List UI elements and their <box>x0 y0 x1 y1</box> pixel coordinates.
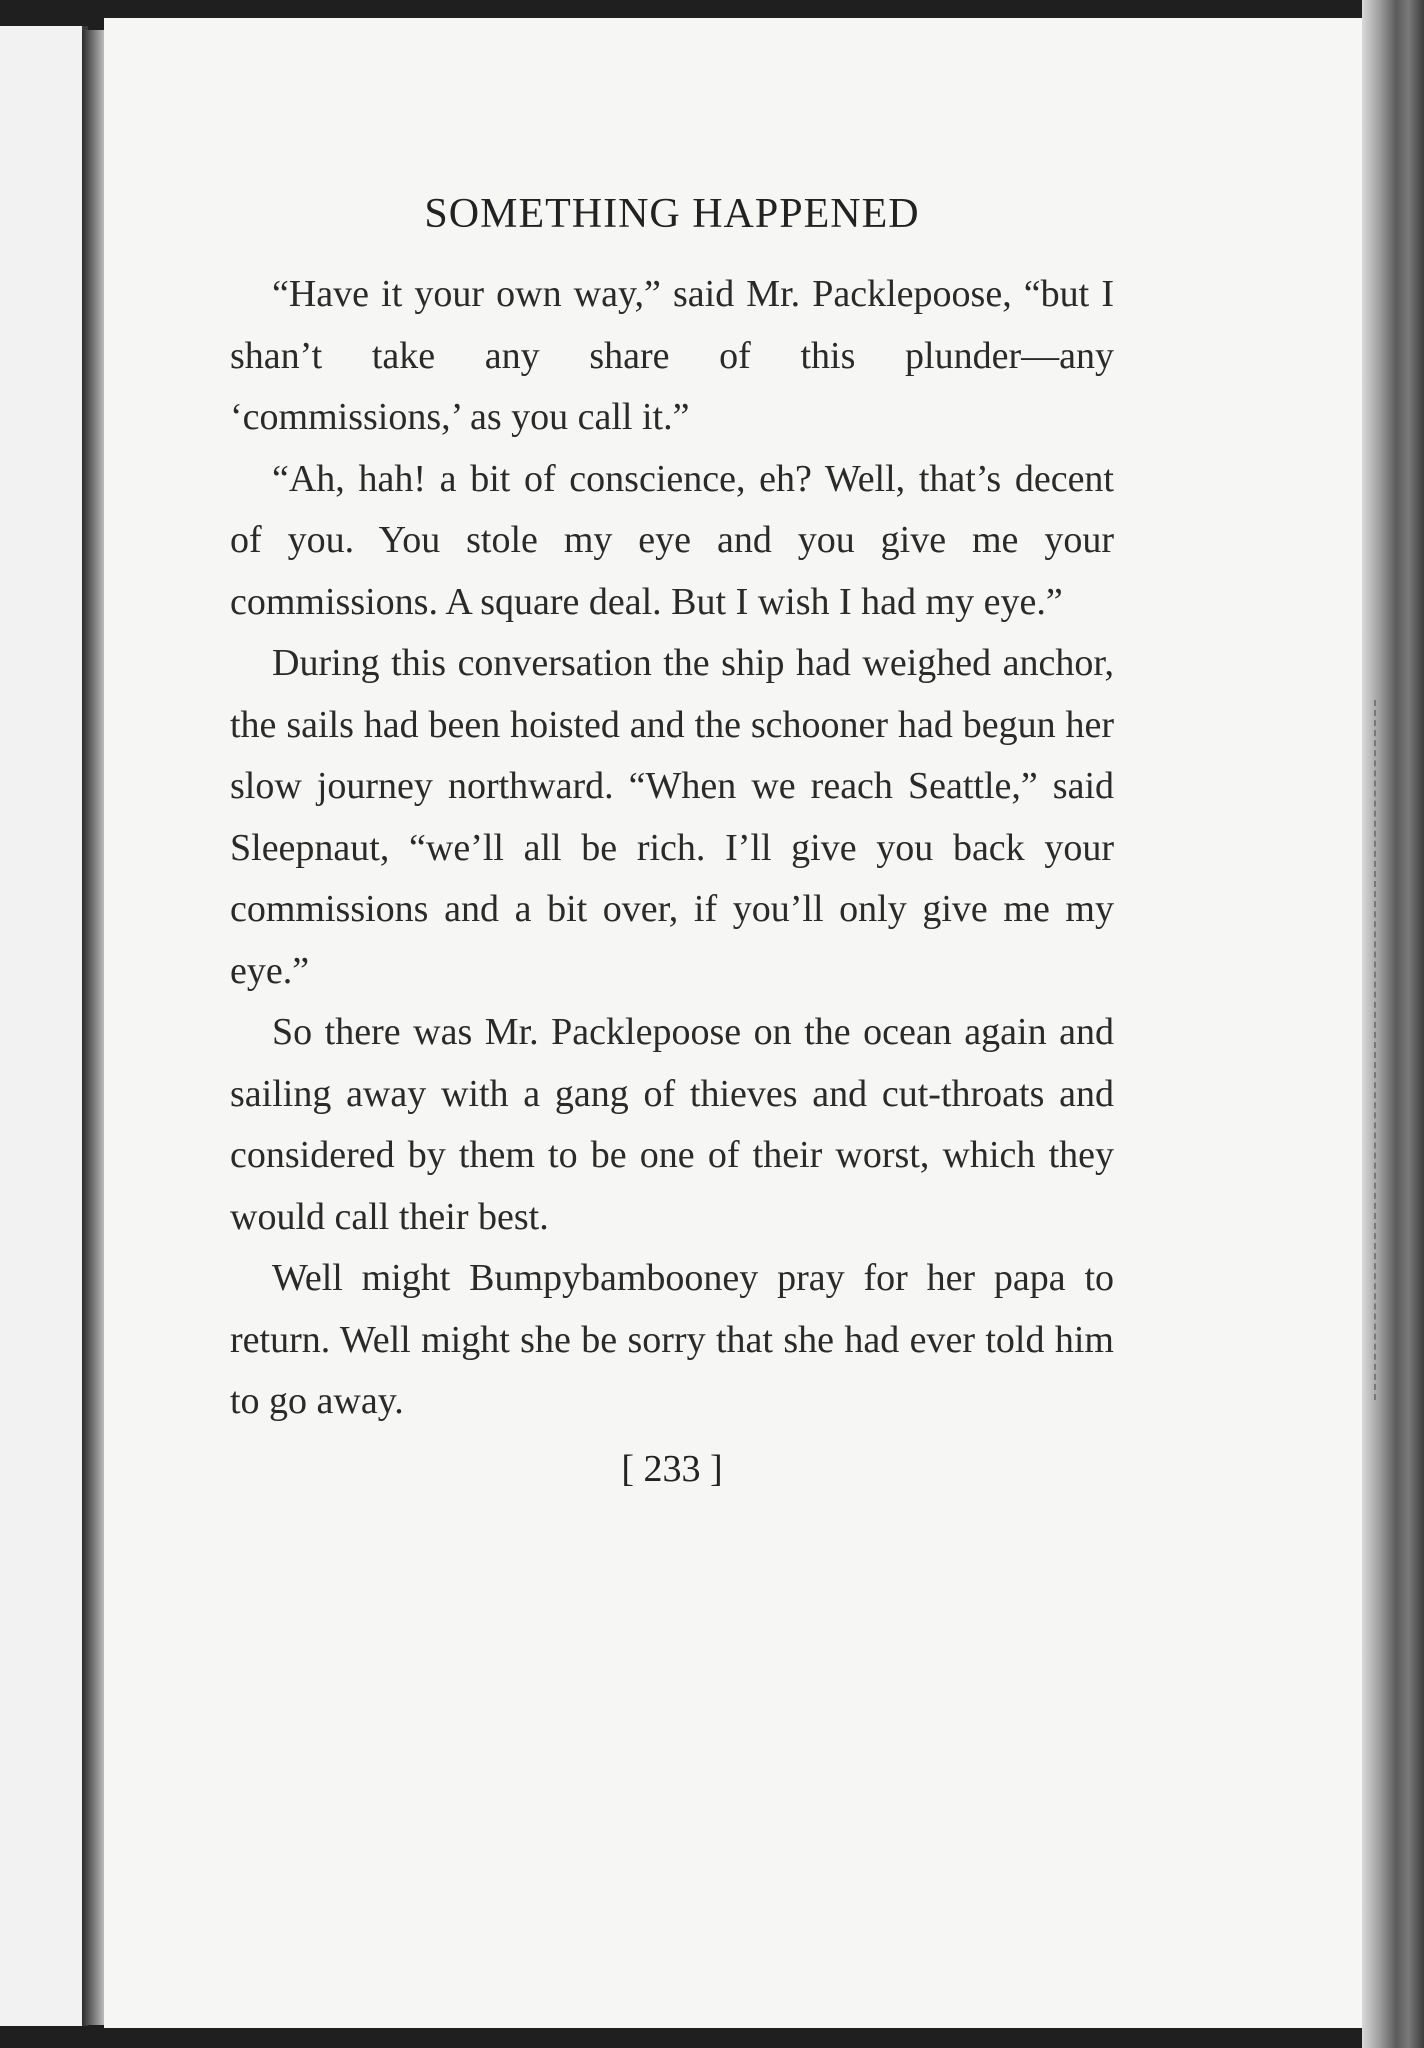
facing-page-edge <box>0 26 88 2026</box>
paragraph: During this conversation the ship had weighed anchor, the sails had been hoisted and the schooner had begun her slow journey northward. “When we reach Seattle,” said Sleepnaut, “we’ll all be rich. I’ll give you back your commissions and a bit over, if you’ll only give me my eye.” <box>230 642 1114 992</box>
paragraph: “Ah, hah! a bit of conscience, eh? Well, that’s decent of you. You stole my eye and you give me your commissions. A square deal. But I wish I had my eye.” <box>230 457 1114 623</box>
page-stack-edge <box>1362 0 1424 2048</box>
paragraph: So there was Mr. Packlepoose on the ocean again and sailing away with a gang of thieves and cut-throats and considered by them to be one of their worst, which they would call their best. <box>230 1011 1114 1238</box>
page-text-block <box>230 190 1114 1491</box>
page-number: [ 233 ] <box>621 1447 723 1490</box>
paragraph: Well might Bumpybambooney pray for her papa to return. Well might she be sorry that she had ever told him to go away. <box>230 1257 1114 1422</box>
page-edge-marks <box>1374 700 1386 1400</box>
paragraph: “Have it your own way,” said Mr. Packlepoose, “but I shan’t take any share of this plunder—any ‘commissions,’ as you call it.” <box>230 273 1114 438</box>
running-head: SOMETHING HAPPENED <box>424 191 920 237</box>
